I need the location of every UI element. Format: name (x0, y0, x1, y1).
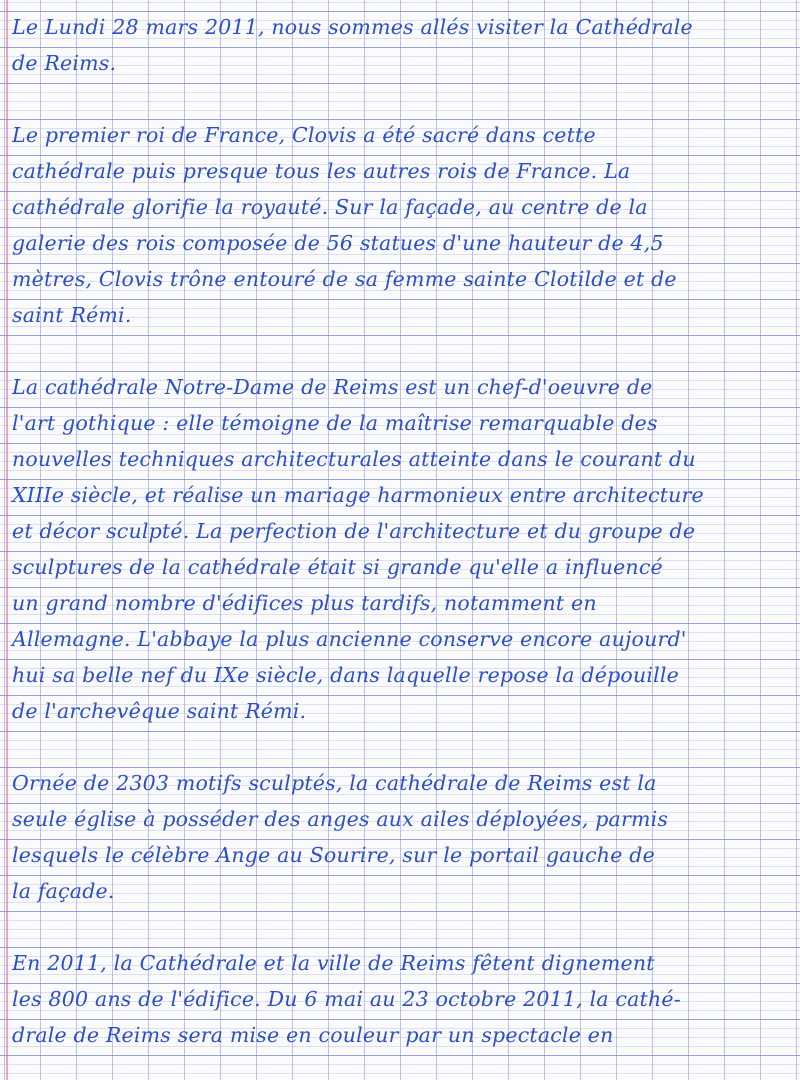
text-line: l'art gothique : elle témoigne de la maîtrise remarquable des (12, 411, 658, 435)
text-line: Le Lundi 28 mars 2011, nous sommes allés visiter la Cathédrale (12, 15, 693, 39)
text-line: nouvelles techniques architecturales atteinte dans le courant du (12, 447, 696, 471)
paragraph-gothic-art (12, 369, 798, 729)
text-line: galerie des rois composée de 56 statues d'une hauteur de 4,5 (12, 231, 664, 255)
text-line: La cathédrale Notre-Dame de Reims est un chef-d'oeuvre de (12, 375, 653, 399)
text-line: seule église à posséder des anges aux ailes déployées, parmis (12, 807, 669, 831)
text-line: de l'archevêque saint Rémi. (12, 699, 307, 723)
text-line: hui sa belle nef du IXe siècle, dans laquelle repose la dépouille (12, 663, 679, 687)
text-line: drale de Reims sera mise en couleur par un spectacle en (12, 1023, 614, 1047)
paragraph-800-years (12, 945, 798, 1053)
paragraph-sculptures (12, 765, 798, 909)
text-line: Le premier roi de France, Clovis a été sacré dans cette (12, 123, 596, 147)
text-line: sculptures de la cathédrale était si grande qu'elle a influencé (12, 555, 663, 579)
text-line: les 800 ans de l'édifice. Du 6 mai au 23 octobre 2011, la cathé- (12, 987, 681, 1011)
text-line: XIIIe siècle, et réalise un mariage harmonieux entre architecture (12, 483, 704, 507)
paragraph-clovis (12, 117, 798, 333)
text-line: un grand nombre d'édifices plus tardifs, notamment en (12, 591, 597, 615)
text-line: mètres, Clovis trône entouré de sa femme sainte Clotilde et de (12, 267, 677, 291)
text-line: cathédrale glorifie la royauté. Sur la façade, au centre de la (12, 195, 648, 219)
text-line: la façade. (12, 879, 115, 903)
text-line: et décor sculpté. La perfection de l'architecture et du groupe de (12, 519, 696, 543)
text-line: de Reims. (12, 51, 117, 75)
text-line: lesquels le célèbre Ange au Sourire, sur le portail gauche de (12, 843, 655, 867)
handwritten-text (12, 0, 798, 1053)
text-line: Allemagne. L'abbaye la plus ancienne conserve encore aujourd' (12, 627, 687, 651)
margin-line (6, 0, 8, 1080)
text-line: En 2011, la Cathédrale et la ville de Reims fêtent dignement (12, 951, 655, 975)
text-line: Ornée de 2303 motifs sculptés, la cathédrale de Reims est la (12, 771, 657, 795)
text-line: cathédrale puis presque tous les autres rois de France. La (12, 159, 631, 183)
paragraph-intro (12, 0, 798, 81)
text-line: saint Rémi. (12, 303, 132, 327)
